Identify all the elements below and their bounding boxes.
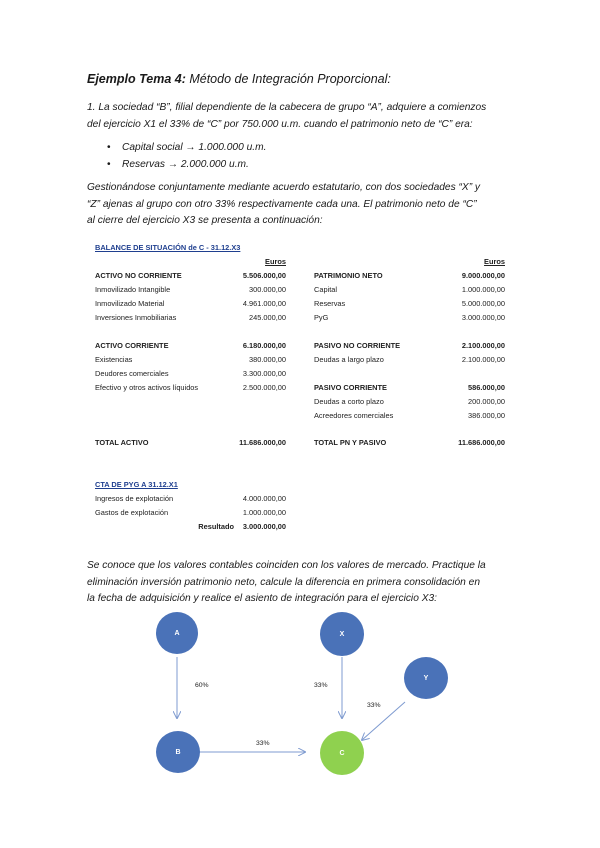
pyg-value: 3.000.000,00 — [461, 313, 505, 322]
acreedores-label: Acreedores comerciales — [314, 411, 394, 420]
pasivo-no-corriente-label: PASIVO NO CORRIENTE — [314, 341, 401, 350]
deudas-cp-value: 200.000,00 — [468, 397, 505, 406]
intangible-label: Inmovilizado Intangible — [95, 285, 171, 294]
node-y: Y — [404, 657, 448, 699]
capital-value: 1.000.000,00 — [461, 285, 505, 294]
balance-currency-left: Euros — [265, 257, 286, 266]
existencias-label: Existencias — [95, 355, 133, 364]
paragraph-3-line: Se conoce que los valores contables coinciden con los valores de mercado. Practique la — [87, 560, 486, 571]
gastos-value: 1.000.000,00 — [242, 508, 286, 517]
pyg-title: CTA DE PYG A 31.12.X1 — [95, 480, 178, 489]
resultado-value: 3.000.000,00 — [242, 522, 286, 531]
activo-corriente-value: 6.180.000,00 — [242, 341, 286, 350]
pasivo-no-corriente-value: 2.100.000,00 — [461, 341, 505, 350]
node-c: C — [320, 731, 364, 775]
balance-title: BALANCE DE SITUACIÓN de C - 31.12.X3 — [95, 243, 241, 252]
label-x-c: 33% — [314, 682, 328, 689]
deudores-label: Deudores comerciales — [95, 369, 169, 378]
pyg-label: PyG — [314, 313, 329, 322]
reservas-label: Reservas — [314, 299, 346, 308]
deudores-value: 3.300.000,00 — [242, 369, 286, 378]
capital-label: Capital — [314, 285, 338, 294]
label-y-c: 33% — [367, 702, 381, 709]
patrimonio-neto-value: 9.000.000,00 — [461, 271, 505, 280]
deudas-lp-value: 2.100.000,00 — [461, 355, 505, 364]
activo-no-corriente-label: ACTIVO NO CORRIENTE — [95, 271, 182, 280]
bullet-capital: • Capital social → 1.000.000 u.m. — [107, 139, 266, 156]
node-x: X — [320, 612, 364, 656]
total-pn-pasivo-label: TOTAL PN Y PASIVO — [314, 438, 387, 447]
balance-currency-right: Euros — [484, 257, 505, 266]
ingresos-value: 4.000.000,00 — [242, 494, 286, 503]
existencias-value: 380.000,00 — [249, 355, 286, 364]
paragraph-2-line: Gestionándose conjuntamente mediante acuerdo estatutario, con dos sociedades “X” y — [87, 182, 481, 193]
pasivo-corriente-label: PASIVO CORRIENTE — [314, 383, 387, 392]
intro-line: del ejercicio X1 el 33% de “C” por 750.000 u.m. cuando el patrimonio neto de “C” era: — [87, 118, 473, 130]
total-activo-label: TOTAL ACTIVO — [95, 438, 149, 447]
efectivo-label: Efectivo y otros activos líquidos — [95, 383, 199, 392]
material-label: Inmovilizado Material — [95, 299, 165, 308]
patrimonio-neto-label: PATRIMONIO NETO — [314, 271, 383, 280]
intro-line: 1. La sociedad “B”, filial dependiente de la cabecera de grupo “A”, adquiere a comienzos — [87, 102, 487, 113]
gastos-label: Gastos de explotación — [95, 508, 169, 517]
title-bold: Ejemplo Tema 4: — [87, 72, 186, 86]
paragraph-3-line: eliminación inversión patrimonio neto, calcule la diferencia en primera consolidación en — [87, 576, 480, 588]
deudas-lp-label: Deudas a largo plazo — [314, 355, 384, 364]
activo-corriente-label: ACTIVO CORRIENTE — [95, 341, 169, 350]
deudas-cp-label: Deudas a corto plazo — [314, 397, 384, 406]
inmobiliarias-value: 245.000,00 — [249, 313, 286, 322]
material-value: 4.961.000,00 — [242, 299, 286, 308]
paragraph-2-line: “Z” ajenas al grupo con otro 33% respectivamente cada una. El patrimonio neto de “C” — [87, 198, 477, 210]
intangible-value: 300.000,00 — [249, 285, 286, 294]
node-a: A — [156, 612, 198, 654]
paragraph-2-line: al cierre del ejercicio X3 se presenta a continuación: — [87, 215, 323, 226]
title-rest: Método de Integración Proporcional: — [185, 72, 391, 86]
acreedores-value: 386.000,00 — [468, 411, 505, 420]
total-pn-pasivo-value: 11.686.000,00 — [458, 438, 505, 447]
bullet-reservas: • Reservas → 2.000.000 u.m. — [107, 156, 266, 173]
efectivo-value: 2.500.000,00 — [242, 383, 286, 392]
label-a-b: 60% — [195, 682, 209, 689]
activo-no-corriente-value: 5.506.000,00 — [242, 271, 286, 280]
paragraph-3-line: la fecha de adquisición y realice el asiento de integración para el ejercicio X3: — [87, 593, 437, 604]
ingresos-label: Ingresos de explotación — [95, 494, 174, 503]
node-b: B — [156, 731, 200, 773]
reservas-value: 5.000.000,00 — [461, 299, 505, 308]
total-activo-value: 11.686.000,00 — [239, 438, 286, 447]
resultado-label: Resultado — [198, 522, 234, 531]
pasivo-corriente-value: 586.000,00 — [468, 383, 505, 392]
inmobiliarias-label: Inversiones Inmobiliarias — [95, 313, 177, 322]
label-b-c: 33% — [256, 740, 270, 747]
